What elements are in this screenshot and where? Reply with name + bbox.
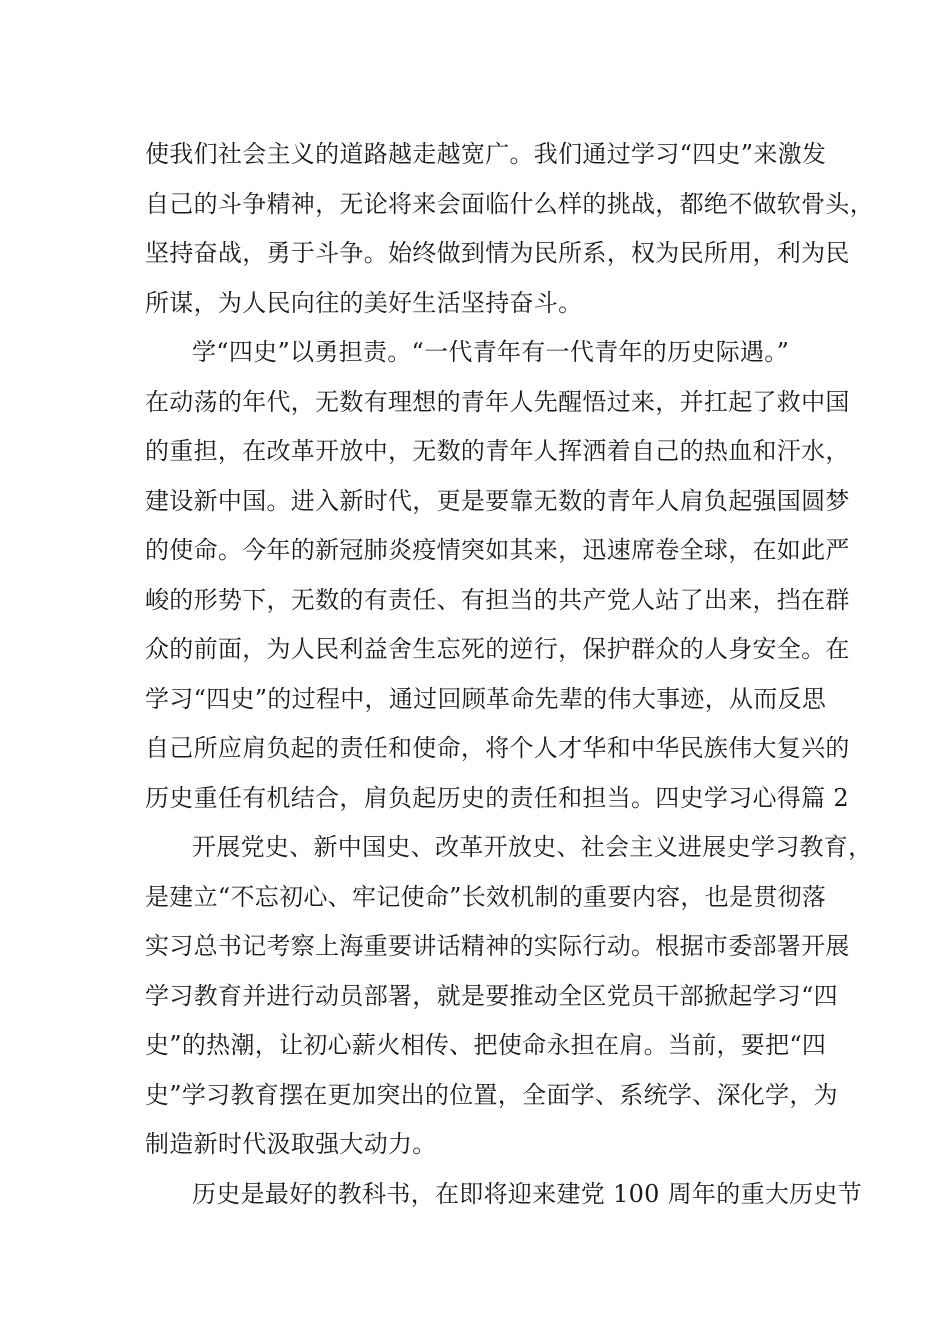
text-line: 制造新时代汲取强大动力。 [145, 1130, 437, 1158]
text-line: 所谋，为人民向往的美好生活坚持奋斗。 [145, 289, 583, 317]
text-line: 的使命。今年的新冠肺炎疫情突如其来，迅速席卷全球，在如此严 [145, 536, 850, 564]
text-line: 自己的斗争精神，无论将来会面临什么样的挑战，都绝不做软骨头， [145, 190, 874, 218]
text-line: 建设新中国。进入新时代，更是要靠无数的青年人肩负起强国圆梦 [145, 487, 850, 515]
text-line: 坚持奋战，勇于斗争。始终做到情为民所系，权为民所用，利为民 [145, 239, 850, 267]
text-line: 在动荡的年代，无数有理想的青年人先醒悟过来，并扛起了救中国 [145, 388, 850, 416]
text-line: 是建立“不忘初心、牢记使命”长效机制的重要内容，也是贯彻落 [145, 883, 827, 911]
text-line: 众的前面，为人民利益舍生忘死的逆行，保护群众的人身安全。在 [145, 635, 850, 663]
text-line: 史”的热潮，让初心薪火相传、把使命永担在肩。当前，要把“四 [145, 1031, 827, 1059]
text-line: 的重担，在改革开放中，无数的青年人挥洒着自己的热血和汗水， [145, 437, 850, 465]
text-line: 学习“四史”的过程中，通过回顾革命先辈的伟大事迹，从而反思 [145, 685, 827, 713]
paragraph-first-line: 开展党史、新中国史、改革开放史、社会主义进展史学习教育， [192, 833, 873, 861]
paragraph-first-line: 学“四史”以勇担责。“一代青年有一代青年的历史际遇。” [192, 338, 790, 366]
text-line: 峻的形势下，无数的有责任、有担当的共产党人站了出来，挡在群 [145, 586, 850, 614]
text-line: 自己所应肩负起的责任和使命，将个人才华和中华民族伟大复兴的 [145, 734, 850, 762]
text-line: 学习教育并进行动员部署，就是要推动全区党员干部掀起学习“四 [145, 982, 838, 1010]
text-line: 史”学习教育摆在更加突出的位置，全面学、系统学、深化学，为 [145, 1081, 838, 1109]
text-line: 历史重任有机结合，肩负起历史的责任和担当。四史学习心得篇 2 [145, 784, 849, 812]
text-line: 实习总书记考察上海重要讲话精神的实际行动。根据市委部署开展 [145, 932, 850, 960]
text-line: 使我们社会主义的道路越走越宽广。我们通过学习“四史”来激发 [145, 140, 827, 168]
paragraph-first-line: 历史是最好的教科书，在即将迎来建党 100 周年的重大历史节 [192, 1180, 863, 1208]
